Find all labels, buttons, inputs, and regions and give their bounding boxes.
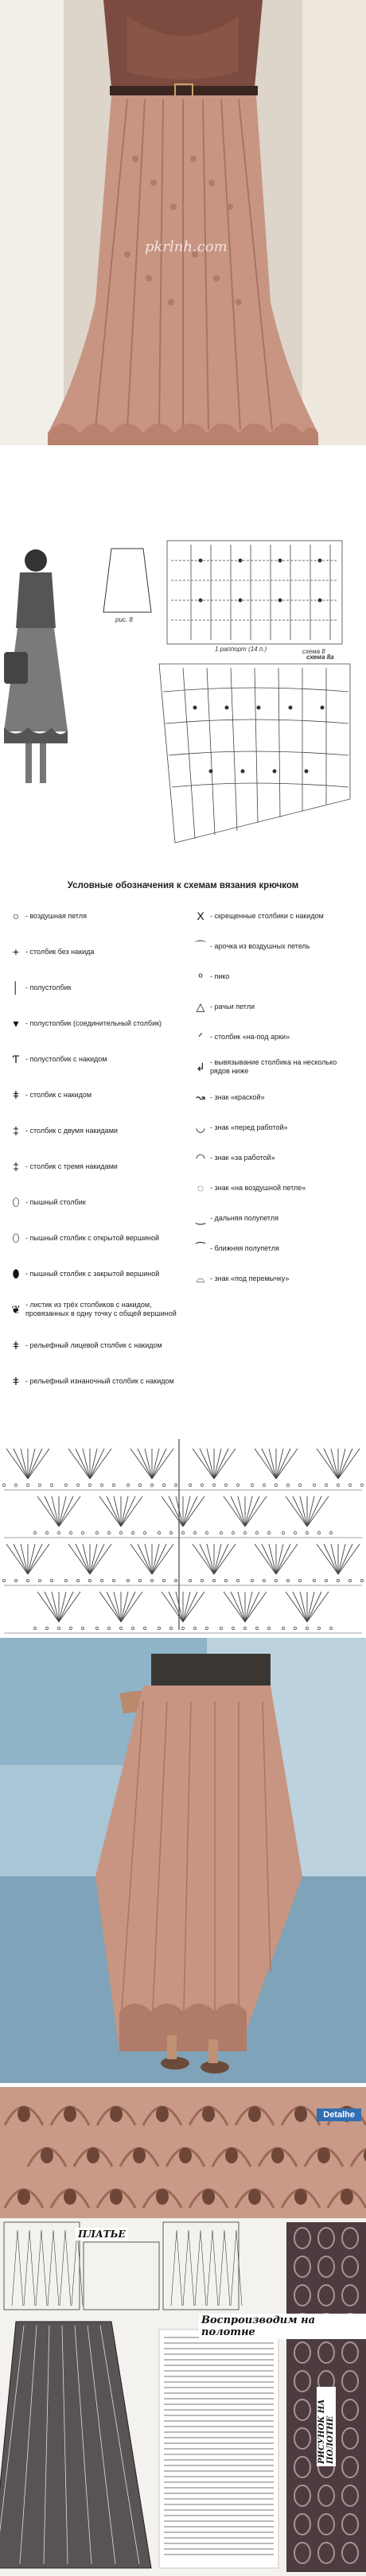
detail-lace-drawing xyxy=(0,2087,366,2218)
jumper-mark-icon: ⌓ xyxy=(196,1271,205,1285)
legend-item xyxy=(191,1208,358,1228)
chain-loop xyxy=(26,1579,29,1581)
chain-loop xyxy=(236,1579,239,1581)
magazine-title-3: РИСУНОК НА ПОЛОТНЕ xyxy=(317,2387,336,2466)
chain-loop xyxy=(158,1627,160,1629)
legend-item-label: - вывязывание столбика на несколько рядов ниже xyxy=(210,1058,337,1075)
lace-fan xyxy=(351,2148,366,2167)
chart-stroke xyxy=(28,1449,42,1479)
chain-loop xyxy=(267,1627,270,1629)
legend-item xyxy=(6,942,181,961)
chain-loop xyxy=(317,1531,320,1534)
chain-loop xyxy=(263,1484,265,1486)
multi-row-icon: ↲ xyxy=(196,1060,205,1073)
chart-stroke xyxy=(14,1544,28,1574)
chain-loop xyxy=(158,1531,160,1534)
legend-item xyxy=(6,1336,181,1355)
mag-chart-stroke xyxy=(48,2230,59,2306)
mag-chart-stroke xyxy=(219,2230,230,2306)
lace-hole xyxy=(179,2147,192,2163)
legend-item-label: - знак «краской» xyxy=(210,1092,265,1101)
chain-loop xyxy=(33,1531,36,1534)
legend-item-label: - арочка из воздушных петель xyxy=(210,941,310,950)
chain-loop xyxy=(127,1484,129,1486)
back-wall-icon: ◠ xyxy=(195,1150,206,1164)
legend-item xyxy=(191,1239,358,1258)
chain-loop xyxy=(50,1579,53,1581)
stitch-chart xyxy=(0,1431,366,1638)
chain-loop xyxy=(150,1484,153,1486)
chain-loop xyxy=(88,1579,91,1581)
chart-stroke xyxy=(107,1496,121,1527)
lace-hole xyxy=(64,2189,76,2205)
chain-loop xyxy=(212,1579,215,1581)
legend-item xyxy=(6,1014,181,1033)
front-wall-icon: ◡ xyxy=(195,1120,206,1134)
legend-item xyxy=(6,1121,181,1140)
far-half-loop-icon: ‿ xyxy=(196,1211,205,1224)
chain-loop xyxy=(360,1579,363,1581)
chart-stroke xyxy=(76,1544,90,1574)
chain-loop xyxy=(2,1579,5,1581)
chain-loop xyxy=(298,1484,301,1486)
chart-stroke xyxy=(338,1449,352,1479)
chart-stroke xyxy=(169,1592,183,1622)
chain-loop xyxy=(313,1484,315,1486)
chain-loop xyxy=(255,1627,258,1629)
chain-loop xyxy=(205,1627,208,1629)
legend-item xyxy=(6,1085,181,1104)
lace-hole xyxy=(202,2189,215,2205)
long-skirt-drawing xyxy=(0,1638,366,2083)
legend-item xyxy=(191,1088,358,1107)
chart-stroke xyxy=(262,1449,276,1479)
chart-stroke xyxy=(324,1449,338,1479)
chain-loop xyxy=(329,1627,332,1629)
chart-stroke xyxy=(59,1592,73,1622)
mag-chart-stroke xyxy=(195,2230,206,2306)
magazine-diagrams xyxy=(0,2218,366,2576)
chain-loop xyxy=(81,1627,84,1629)
legend-item-label: - полустолбик (соединительный столбик) xyxy=(25,1018,162,1027)
detail-badge: Detalhe xyxy=(317,2109,361,2121)
chain-loop xyxy=(243,1531,246,1534)
cross-icon: + xyxy=(12,945,20,958)
lace-hole xyxy=(18,2189,30,2205)
chain-loop xyxy=(95,1531,98,1534)
mag-chart-stroke xyxy=(36,2230,47,2306)
chain-loop xyxy=(26,1484,29,1486)
legend-item xyxy=(191,1057,358,1077)
chain-loop xyxy=(69,1627,72,1629)
chart-stroke xyxy=(324,1544,338,1574)
chart-stroke xyxy=(245,1496,259,1527)
legend-item-label: - листик из трёх столбиков с накидом, провязанных в одну точку с общей вершиной xyxy=(25,1301,177,1317)
legend-item xyxy=(191,1148,358,1167)
chart-stroke xyxy=(276,1449,290,1479)
chain-loop xyxy=(143,1531,146,1534)
chain-loop xyxy=(236,1484,239,1486)
t-icon: Ƭ xyxy=(12,1052,20,1065)
ring-icon: ○ xyxy=(12,909,20,922)
lace-hole xyxy=(317,2147,330,2163)
mag-chart-stroke xyxy=(12,2230,23,2306)
fig8-label: рис. 8 xyxy=(115,616,133,623)
chain-loop xyxy=(232,1531,234,1534)
chain-loop xyxy=(119,1627,122,1629)
skirt-schematic xyxy=(0,2322,151,2568)
legend-item-label: - знак «за работой» xyxy=(210,1153,275,1162)
chain-loop xyxy=(286,1579,289,1581)
chain-loop xyxy=(306,1627,308,1629)
chain-loop xyxy=(64,1484,67,1486)
legend-item-label: - пышный столбик xyxy=(25,1197,86,1206)
chart-stroke xyxy=(28,1544,42,1574)
legend-item-label: - полустолбик xyxy=(25,983,72,991)
filled-triangle-icon: ▾ xyxy=(13,1016,19,1030)
chain-loop xyxy=(169,1627,172,1629)
skirt-photo-drawing xyxy=(0,0,366,445)
magazine-page xyxy=(0,2218,366,2576)
chain-loop xyxy=(294,1627,296,1629)
leaf-icon: ❦ xyxy=(11,1302,21,1316)
chart-stroke xyxy=(293,1496,307,1527)
lace-hole xyxy=(202,2106,215,2122)
chart-stroke xyxy=(231,1496,245,1527)
chain-loop xyxy=(107,1531,110,1534)
lace-hole xyxy=(64,2106,76,2122)
chain-loop xyxy=(360,1484,363,1486)
legend-item xyxy=(191,906,358,925)
magazine-title-2: Воспроизводим на полотне xyxy=(199,2314,366,2339)
fan-stitch-chart xyxy=(0,1431,366,1638)
chain-loop xyxy=(251,1579,253,1581)
chain-loop xyxy=(81,1531,84,1534)
chain-loop xyxy=(189,1579,191,1581)
chain-loop xyxy=(112,1484,115,1486)
scheme8a-label: схема 8а xyxy=(306,654,334,661)
legend-item-label: - столбик без накида xyxy=(25,947,95,956)
legend-item xyxy=(6,1371,181,1391)
lace-hole xyxy=(248,2106,261,2122)
magazine-title-1: ПЛАТЬЕ xyxy=(76,2228,128,2240)
chain-loop xyxy=(107,1627,110,1629)
chart-stroke xyxy=(90,1544,104,1574)
chain-loop xyxy=(201,1484,203,1486)
chain-loop xyxy=(33,1627,36,1629)
skirt-photo-top xyxy=(0,0,366,445)
chain-loop xyxy=(162,1484,165,1486)
near-half-loop-icon: ⁀ xyxy=(196,1241,205,1255)
chain-loop xyxy=(274,1579,277,1581)
chart-stroke xyxy=(45,1592,59,1622)
chain-loop xyxy=(306,1531,308,1534)
scheme8-label: схема 8 xyxy=(302,648,325,655)
chart-stroke xyxy=(231,1592,245,1622)
legend-item-label: - пико xyxy=(210,972,230,980)
chain-loop xyxy=(181,1627,184,1629)
chart-stroke xyxy=(200,1544,214,1574)
chart-stroke xyxy=(76,1449,90,1479)
lace-hole xyxy=(294,2189,307,2205)
legend-item-label: - столбик с тремя накидами xyxy=(25,1162,118,1170)
chain-loop xyxy=(38,1484,41,1486)
chart-stroke xyxy=(90,1449,104,1479)
chain-loop xyxy=(337,1579,339,1581)
back-post-icon: ǂ xyxy=(12,1374,20,1387)
skirt-photo-long xyxy=(0,1638,366,2083)
chain-loop xyxy=(348,1484,351,1486)
open-puff-icon: ⬯ xyxy=(12,1231,20,1244)
chart-stroke xyxy=(59,1496,73,1527)
lace-hole xyxy=(271,2147,284,2163)
legend-item xyxy=(6,1193,181,1212)
chart-stroke xyxy=(121,1496,135,1527)
lace-hole xyxy=(87,2147,99,2163)
air-loop-mark-icon: ◌ xyxy=(197,1181,204,1194)
lace-hole xyxy=(341,2189,353,2205)
chain-loop xyxy=(174,1579,177,1581)
chain-loop xyxy=(298,1579,301,1581)
chain-loop xyxy=(38,1579,41,1581)
legend-item xyxy=(191,967,358,986)
chain-loop xyxy=(100,1579,103,1581)
chain-loop xyxy=(255,1531,258,1534)
legend-item-label: - знак «на воздушной петле» xyxy=(210,1183,306,1192)
crossed-stitches-icon: X xyxy=(197,909,204,922)
chain-loop xyxy=(127,1579,129,1581)
lace-hole xyxy=(225,2147,238,2163)
legend-item-label: - рачьи петли xyxy=(210,1002,255,1011)
chart-stroke xyxy=(183,1496,197,1527)
chain-loop xyxy=(57,1531,60,1534)
legend xyxy=(0,906,366,1423)
chart-stroke xyxy=(214,1449,228,1479)
chain-loop xyxy=(150,1579,153,1581)
chain-loop xyxy=(95,1627,98,1629)
chain-loop xyxy=(205,1531,208,1534)
chain-loop xyxy=(69,1531,72,1534)
lace-hole xyxy=(18,2106,30,2122)
front-post-icon: ǂ xyxy=(12,1338,20,1352)
detail-closeup xyxy=(0,2087,366,2218)
chart-stroke xyxy=(138,1449,152,1479)
legend-item-label: - полустолбик с накидом xyxy=(25,1054,107,1063)
chain-loop xyxy=(232,1627,234,1629)
chain-loop xyxy=(50,1484,53,1486)
chain-loop xyxy=(294,1531,296,1534)
mag-chart-stroke xyxy=(60,2230,71,2306)
chart-stroke xyxy=(262,1544,276,1574)
chain-loop xyxy=(286,1484,289,1486)
legend-item xyxy=(6,1300,181,1319)
chain-loop xyxy=(174,1484,177,1486)
legend-item-label: - знак «под перемычку» xyxy=(210,1274,290,1282)
chain-loop xyxy=(274,1484,277,1486)
picot-icon: ᵒ xyxy=(198,969,203,983)
chart-stroke xyxy=(307,1592,321,1622)
chain-loop xyxy=(337,1484,339,1486)
chain-loop xyxy=(138,1484,141,1486)
chain-loop xyxy=(143,1627,146,1629)
chain-loop xyxy=(313,1579,315,1581)
legend-item-label: - пышный столбик с открытой вершиной xyxy=(25,1233,160,1242)
chain-loop xyxy=(282,1531,284,1534)
chain-loop xyxy=(212,1484,215,1486)
lace-hole xyxy=(110,2106,123,2122)
chart-stroke xyxy=(152,1449,166,1479)
chain-loop xyxy=(220,1627,222,1629)
legend-item-label: - столбик с накидом xyxy=(25,1090,92,1099)
chain-loop xyxy=(45,1627,48,1629)
lace-hole xyxy=(110,2189,123,2205)
three-dash-stitch-icon: ‡ xyxy=(13,1159,19,1173)
chain-loop xyxy=(100,1484,103,1486)
chain-loop xyxy=(169,1531,172,1534)
chain-loop xyxy=(251,1484,253,1486)
legend-item-label: - столбик «на-под арки» xyxy=(210,1032,290,1041)
pattern-drawing xyxy=(0,525,366,859)
chart-stroke xyxy=(276,1544,290,1574)
chain-loop xyxy=(138,1579,141,1581)
chart-stroke xyxy=(121,1592,135,1622)
chain-loop xyxy=(76,1579,79,1581)
legend-item-label: - воздушная петля xyxy=(25,911,87,920)
chain-loop xyxy=(162,1579,165,1581)
chart-stroke xyxy=(169,1496,183,1527)
chain-loop xyxy=(119,1531,122,1534)
chain-loop xyxy=(224,1579,227,1581)
closed-puff-icon: ⬮ xyxy=(12,1267,20,1280)
legend-item-label: - ближняя полупетля xyxy=(210,1243,279,1252)
legend-item xyxy=(6,1228,181,1247)
chart-stroke xyxy=(138,1544,152,1574)
chain-loop xyxy=(112,1579,115,1581)
arch-icon: ⌒ xyxy=(195,939,206,952)
vertical-bar-icon: │ xyxy=(12,980,20,994)
chain-loop xyxy=(267,1531,270,1534)
legend-item xyxy=(6,1264,181,1283)
chart-stroke xyxy=(338,1544,352,1574)
lace-hole xyxy=(156,2189,169,2205)
chart-stroke xyxy=(152,1544,166,1574)
two-dash-stitch-icon: ‡ xyxy=(13,1123,19,1137)
legend-item-label: - дальняя полупетля xyxy=(210,1213,278,1222)
puff-icon: ⬯ xyxy=(12,1195,20,1208)
legend-item xyxy=(6,978,181,997)
chain-loop xyxy=(88,1484,91,1486)
chain-loop xyxy=(317,1627,320,1629)
chain-loop xyxy=(2,1484,5,1486)
chart-stroke xyxy=(293,1592,307,1622)
one-dash-stitch-icon: ǂ xyxy=(12,1088,20,1101)
mag-chart-stroke xyxy=(72,2230,83,2306)
chain-loop xyxy=(325,1579,327,1581)
chain-loop xyxy=(64,1579,67,1581)
chain-loop xyxy=(45,1531,48,1534)
legend-item xyxy=(191,1118,358,1137)
chain-loop xyxy=(76,1484,79,1486)
lace-hole xyxy=(248,2189,261,2205)
chain-loop xyxy=(329,1531,332,1534)
chain-loop xyxy=(189,1484,191,1486)
legend-item xyxy=(6,1049,181,1069)
model-figure xyxy=(4,549,68,783)
chain-loop xyxy=(243,1627,246,1629)
legend-item-label: - пышный столбик с закрытой вершиной xyxy=(25,1269,160,1278)
mag-chart-stroke xyxy=(183,2230,194,2306)
legend-item xyxy=(191,1027,358,1046)
legend-item-label: - рельефный изнаночный столбик с накидом xyxy=(25,1376,174,1385)
chain-loop xyxy=(348,1579,351,1581)
rapport-label: 1 раппорт (14 п.) xyxy=(215,646,267,653)
chain-loop xyxy=(181,1531,184,1534)
legend-item-label: - рельефный лицевой столбик с накидом xyxy=(25,1340,162,1349)
chart-stroke xyxy=(45,1496,59,1527)
arrow-mark-icon: ↝ xyxy=(196,1090,205,1104)
chain-loop xyxy=(193,1531,196,1534)
chart-stroke xyxy=(214,1544,228,1574)
rachiy-loop-icon: △ xyxy=(196,999,205,1013)
chain-loop xyxy=(14,1579,17,1581)
chart-stroke xyxy=(107,1592,121,1622)
chain-loop xyxy=(131,1627,134,1629)
chain-loop xyxy=(57,1627,60,1629)
legend-title: Условные обозначения к схемам вязания крючком xyxy=(67,881,299,890)
legend-item xyxy=(191,1269,358,1288)
legend-item-label: - знак «перед работой» xyxy=(210,1123,288,1131)
legend-item xyxy=(6,1157,181,1176)
chain-loop xyxy=(131,1531,134,1534)
legend-item-label: - скрещенные столбики с накидом xyxy=(210,911,324,920)
chart-stroke xyxy=(183,1592,197,1622)
on-arch-icon: ᐟ xyxy=(198,1030,203,1043)
chain-loop xyxy=(325,1484,327,1486)
chain-loop xyxy=(224,1484,227,1486)
chain-loop xyxy=(14,1484,17,1486)
chart-stroke xyxy=(245,1592,259,1622)
lace-hole xyxy=(41,2147,53,2163)
mag-chart-stroke xyxy=(171,2230,182,2306)
chain-loop xyxy=(220,1531,222,1534)
legend-item-label: - столбик с двумя накидами xyxy=(25,1126,118,1135)
legend-item xyxy=(6,906,181,925)
legend-item xyxy=(191,1178,358,1197)
legend-item xyxy=(191,937,358,956)
pattern-diagrams xyxy=(0,525,366,859)
photo-watermark: pkrlnh.com xyxy=(145,239,228,255)
chain-loop xyxy=(201,1579,203,1581)
mag-chart-stroke xyxy=(207,2230,218,2306)
legend-item xyxy=(191,997,358,1016)
mag-chart-stroke xyxy=(231,2230,242,2306)
lace-hole xyxy=(156,2106,169,2122)
chain-loop xyxy=(282,1627,284,1629)
chain-loop xyxy=(263,1579,265,1581)
chain-loop xyxy=(193,1627,196,1629)
mag-chart-stroke xyxy=(24,2230,35,2306)
lace-hole xyxy=(133,2147,146,2163)
lace-hole xyxy=(294,2106,307,2122)
chart-stroke xyxy=(14,1449,28,1479)
chart-stroke xyxy=(307,1496,321,1527)
chart-stroke xyxy=(200,1449,214,1479)
mag-chart-box xyxy=(84,2242,159,2310)
